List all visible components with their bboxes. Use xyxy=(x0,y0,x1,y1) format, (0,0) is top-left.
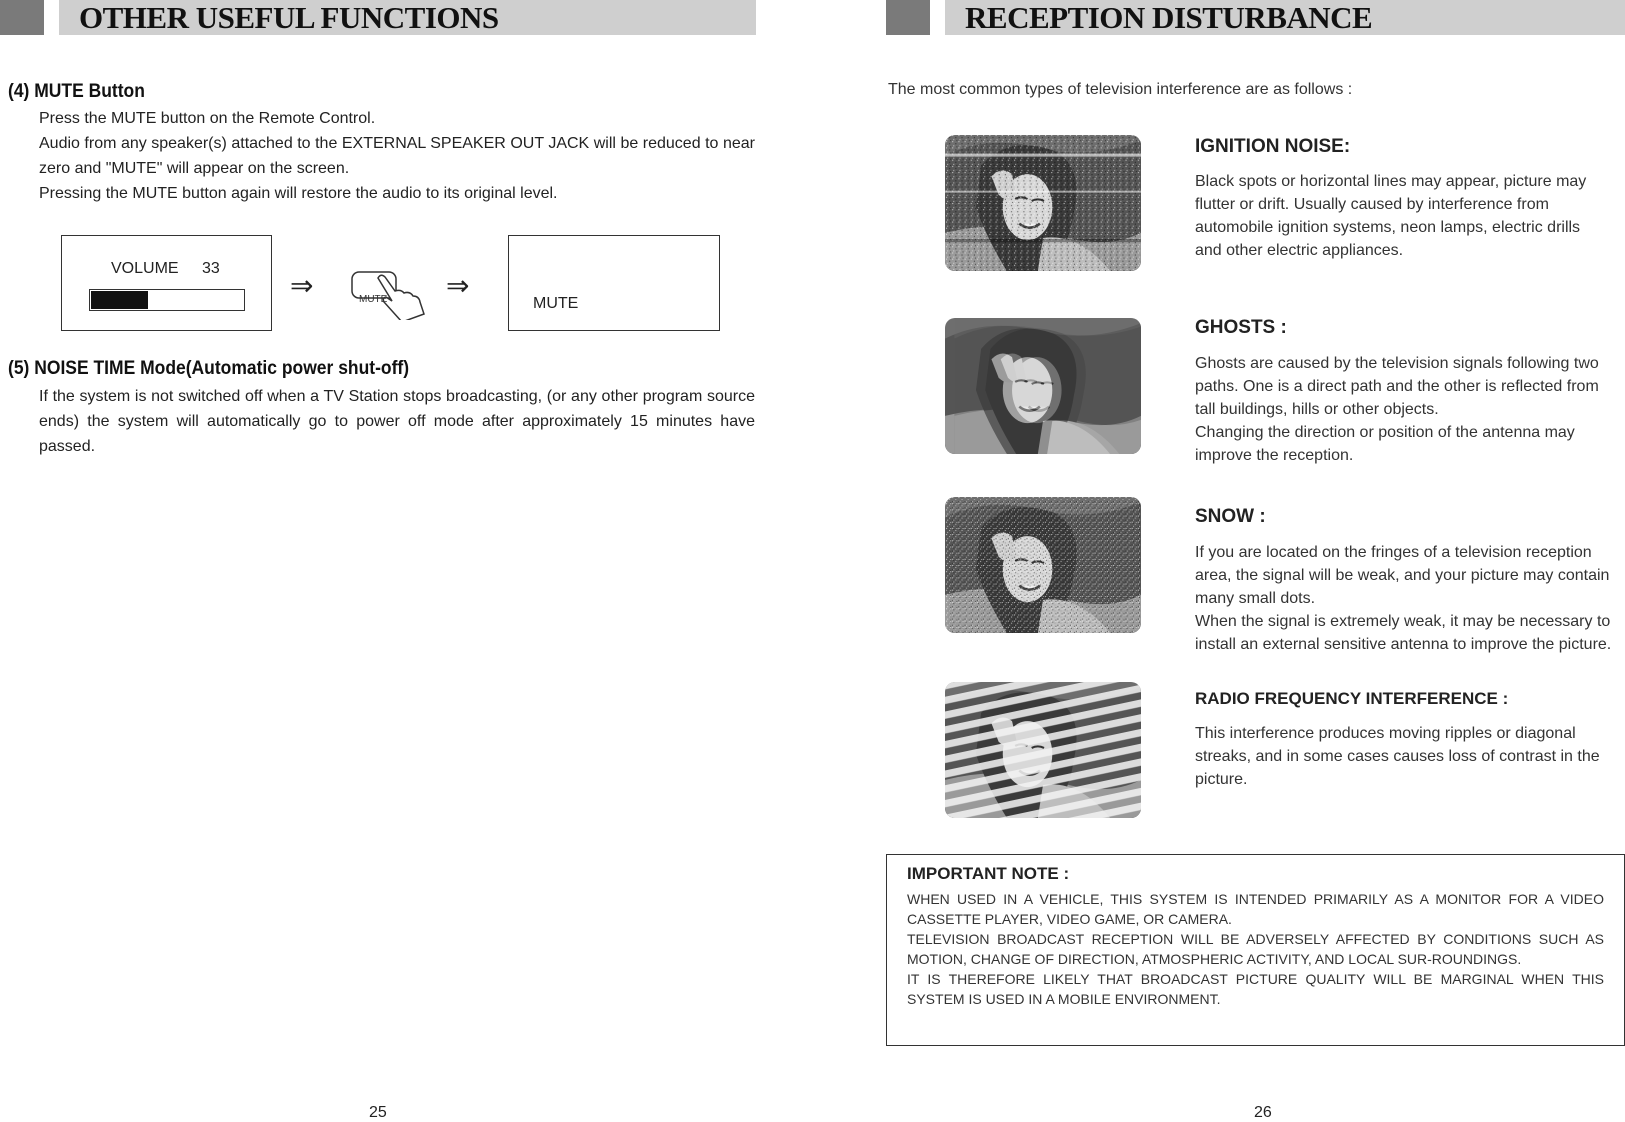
volume-screen xyxy=(61,235,272,331)
text-line: install an external sensitive antenna to improve the picture. xyxy=(1195,636,1612,653)
snow-photo xyxy=(945,497,1141,633)
text-line: streaks, and in some cases causes loss of contrast in the xyxy=(1195,748,1600,765)
mute-line-1: Press the MUTE button on the Remote Control. xyxy=(39,110,376,127)
ignition-noise-title: IGNITION NOISE: xyxy=(1195,136,1351,157)
noise-time-section-title: (5) NOISE TIME Mode(Automatic power shut-off) xyxy=(8,358,410,379)
arrow-right-icon: ⇒ xyxy=(290,270,314,301)
important-note-body xyxy=(907,889,1604,1009)
text-line: improve the reception. xyxy=(1195,447,1354,464)
text-line: paths. One is a direct path and the other is reflected from xyxy=(1195,378,1599,395)
rf-interference-text xyxy=(1195,722,1615,791)
important-note-title: IMPORTANT NOTE : xyxy=(907,864,1070,883)
important-note-para-1: WHEN USED IN A VEHICLE, THIS SYSTEM IS INTENDED PRIMARILY AS A MONITOR FOR A VIDEO CASSETTE PLAYER, VIDEO GAME, OR CAMERA. xyxy=(907,891,1604,927)
ghosts-text xyxy=(1195,352,1615,467)
page-header-right xyxy=(945,0,1625,35)
important-note-para-2: TELEVISION BROADCAST RECEPTION WILL BE ADVERSELY AFFECTED BY CONDITIONS SUCH AS MOTION, CHANGE OF DIRECTION, ATMOSPHERIC ACTIVITY, AND LOCAL SUR-ROUNDINGS. xyxy=(907,931,1604,967)
text-line: When the signal is extremely weak, it may be necessary to xyxy=(1195,613,1611,630)
page-number-right: 26 xyxy=(1254,1104,1272,1121)
noise-time-paragraph: If the system is not switched off when a TV Station stops broadcasting, (or any other program source ends) the system will automatically go to power off mode after approximately 15 minutes have passed. xyxy=(39,388,755,455)
ghosts-photo xyxy=(945,318,1141,454)
page-header-left xyxy=(59,0,756,35)
text-line: many small dots. xyxy=(1195,590,1316,607)
text-line: Changing the direction or position of the antenna may xyxy=(1195,424,1575,441)
page-title-right: RECEPTION DISTURBANCE xyxy=(965,0,1373,35)
ignition-noise-photo xyxy=(945,135,1141,271)
rf-interference-photo xyxy=(945,682,1141,818)
important-note-box xyxy=(886,854,1625,1046)
page-number-left: 25 xyxy=(369,1104,387,1121)
arrow-right-icon: ⇒ xyxy=(446,270,470,301)
remote-mute-button xyxy=(350,268,440,320)
page-title-left: OTHER USEFUL FUNCTIONS xyxy=(79,0,499,35)
text-line: picture. xyxy=(1195,771,1248,788)
mute-screen-text: MUTE xyxy=(533,295,579,312)
text-line: automobile ignition systems, neon lamps, electric drills xyxy=(1195,219,1581,236)
volume-bar-fill xyxy=(91,291,148,309)
text-line: Black spots or horizontal lines may appear, picture may xyxy=(1195,173,1587,190)
remote-mute-label: MUTE xyxy=(359,294,388,305)
text-line: and other electric appliances. xyxy=(1195,242,1404,259)
intro-text: The most common types of television interference are as follows : xyxy=(888,81,1353,98)
ghosts-title: GHOSTS : xyxy=(1195,317,1287,338)
text-line: This interference produces moving ripples or diagonal xyxy=(1195,725,1576,742)
text-line: area, the signal will be weak, and your picture may contain xyxy=(1195,567,1610,584)
text-line: tall buildings, hills or other objects. xyxy=(1195,401,1439,418)
volume-value: 33 xyxy=(202,260,220,277)
important-note-para-3: IT IS THEREFORE LIKELY THAT BROADCAST PICTURE QUALITY WILL BE MARGINAL WHEN THIS SYSTEM IS USED IN A MOBILE ENVIRONMENT. xyxy=(907,971,1604,1007)
text-line: Ghosts are caused by the television signals following two xyxy=(1195,355,1599,372)
header-accent-block xyxy=(886,0,930,35)
mute-screen xyxy=(508,235,720,331)
snow-text xyxy=(1195,541,1620,656)
text-line: If you are located on the fringes of a television reception xyxy=(1195,544,1592,561)
volume-label: VOLUME xyxy=(111,260,179,277)
mute-line-3: Pressing the MUTE button again will restore the audio to its original level. xyxy=(39,185,558,202)
ignition-noise-text xyxy=(1195,170,1615,262)
mute-paragraph-2: Audio from any speaker(s) attached to the EXTERNAL SPEAKER OUT JACK will be reduced to near zero and "MUTE" will appear on the screen. xyxy=(39,135,755,177)
volume-bar xyxy=(89,289,245,311)
text-line: flutter or drift. Usually caused by interference from xyxy=(1195,196,1549,213)
header-accent-block xyxy=(0,0,44,35)
rf-interference-title: RADIO FREQUENCY INTERFERENCE : xyxy=(1195,689,1509,708)
mute-section-title: (4) MUTE Button xyxy=(8,81,145,102)
snow-title: SNOW : xyxy=(1195,506,1266,527)
